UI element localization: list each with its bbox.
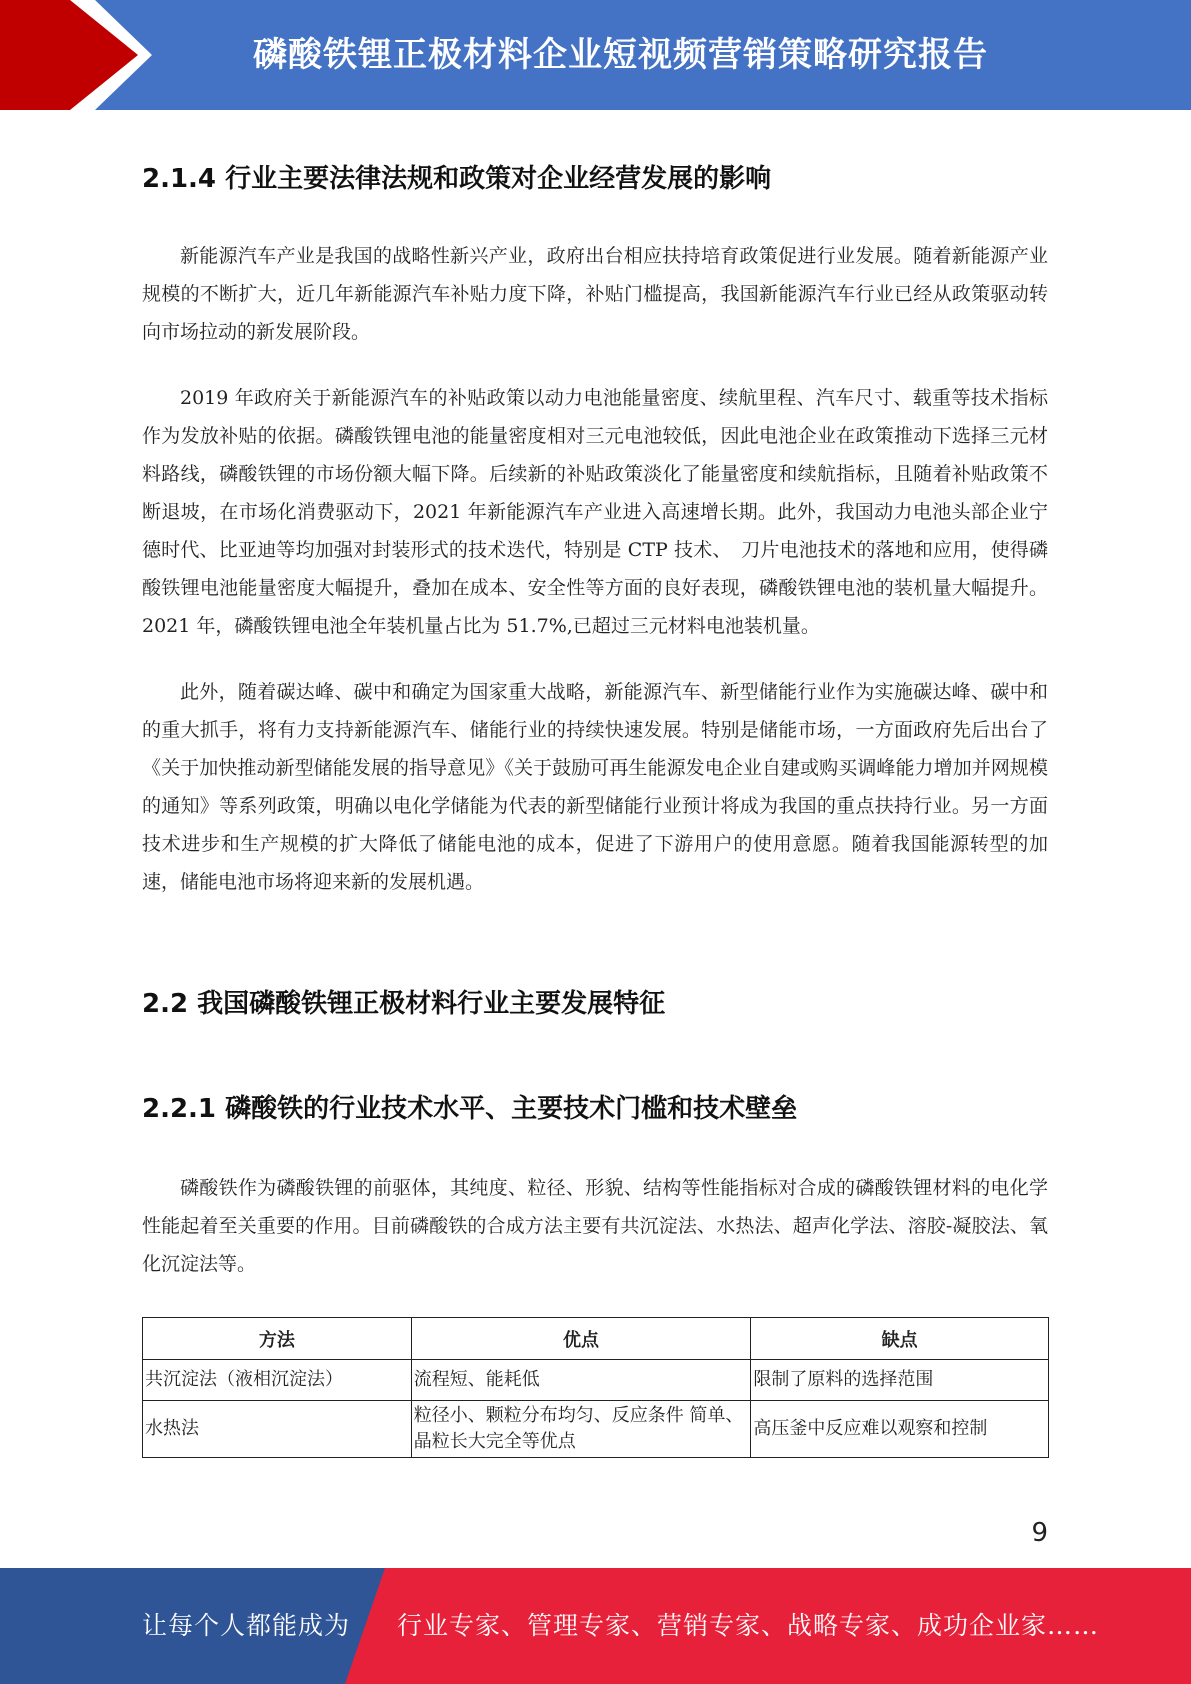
page-number: 9 <box>1031 1518 1048 1548</box>
table-header-advantages: 优点 <box>411 1318 751 1360</box>
table-cell: 粒径小、颗粒分布均匀、反应条件 简单、晶粒长大完全等优点 <box>411 1401 751 1458</box>
table-cell: 共沉淀法（液相沉淀法） <box>143 1360 412 1401</box>
footer-slogan-right: 行业专家、管理专家、营销专家、战略专家、成功企业家…… <box>397 1611 1100 1640</box>
synthesis-methods-table <box>142 1317 1049 1458</box>
footer-slogan-left: 让每个人都能成为 <box>142 1611 351 1640</box>
section-heading-2-2-1: 2.2.1 磷酸铁的行业技术水平、主要技术门槛和技术壁垒 <box>142 1094 798 1124</box>
table-header-disadvantages: 缺点 <box>751 1318 1049 1360</box>
header-arrow-decoration <box>0 0 140 110</box>
footer-banner <box>0 1568 1191 1684</box>
page-content <box>142 158 1048 1458</box>
table-row <box>143 1360 1049 1401</box>
report-title: 磷酸铁锂正极材料企业短视频营销策略研究报告 <box>253 35 988 75</box>
table-header-method: 方法 <box>143 1318 412 1360</box>
paragraph: 2019 年政府关于新能源汽车的补贴政策以动力电池能量密度、续航里程、汽车尺寸、载重等技术指标作为发放补贴的依据。磷酸铁锂电池的能量密度相对三元电池较低，因此电池企业在政策推动下选择三元材料路线，磷酸铁锂的市场份额大幅下降。后续新的补贴政策淡化了能量密度和续航指标，且随着补贴政策不断退坡，在市场化消费驱动下，2021 年新能源汽车产业进入高速增长期。此外，我国动力电池头部企业宁德时代、比亚迪等均加强对封装形式的技术迭代，特别是 CTP 技术、 刀片电池技术的落地和应用，使得磷酸铁锂电池能量密度大幅提升，叠加在成本、安全性等方面的良好表现，磷酸铁锂电池的装机量大幅提升。2021 年，磷酸铁锂电池全年装机量占比为 51.7%,已超过三元材料电池装机量。 <box>142 387 1048 637</box>
table-row <box>143 1401 1049 1458</box>
table-cell: 流程短、能耗低 <box>411 1360 751 1401</box>
table-header-row <box>143 1318 1049 1360</box>
table-cell: 水热法 <box>143 1401 412 1458</box>
header-banner <box>0 0 1191 110</box>
paragraph: 磷酸铁作为磷酸铁锂的前驱体，其纯度、粒径、形貌、结构等性能指标对合成的磷酸铁锂材料的电化学性能起着至关重要的作用。目前磷酸铁的合成方法主要有共沉淀法、水热法、超声化学法、溶胶-凝胶法、氧化沉淀法等。 <box>142 1177 1048 1275</box>
paragraph: 此外，随着碳达峰、碳中和确定为国家重大战略，新能源汽车、新型储能行业作为实施碳达峰、碳中和的重大抓手，将有力支持新能源汽车、储能行业的持续快速发展。特别是储能市场，一方面政府先后出台了《关于加快推动新型储能发展的指导意见》《关于鼓励可再生能源发电企业自建或购买调峰能力增加并网规模的通知》等系列政策，明确以电化学储能为代表的新型储能行业预计将成为我国的重点扶持行业。另一方面技术进步和生产规模的扩大降低了储能电池的成本，促进了下游用户的使用意愿。随着我国能源转型的加速，储能电池市场将迎来新的发展机遇。 <box>142 681 1048 893</box>
table-cell: 高压釜中反应难以观察和控制 <box>751 1401 1049 1458</box>
paragraph: 新能源汽车产业是我国的战略性新兴产业，政府出台相应扶持培育政策促进行业发展。随着新能源产业规模的不断扩大，近几年新能源汽车补贴力度下降，补贴门槛提高，我国新能源汽车行业已经从政策驱动转向市场拉动的新发展阶段。 <box>142 245 1048 343</box>
section-heading-2-1-4: 2.1.4 行业主要法律法规和政策对企业经营发展的影响 <box>142 164 772 194</box>
section-heading-2-2: 2.2 我国磷酸铁锂正极材料行业主要发展特征 <box>142 989 666 1019</box>
table-cell: 限制了原料的选择范围 <box>751 1360 1049 1401</box>
